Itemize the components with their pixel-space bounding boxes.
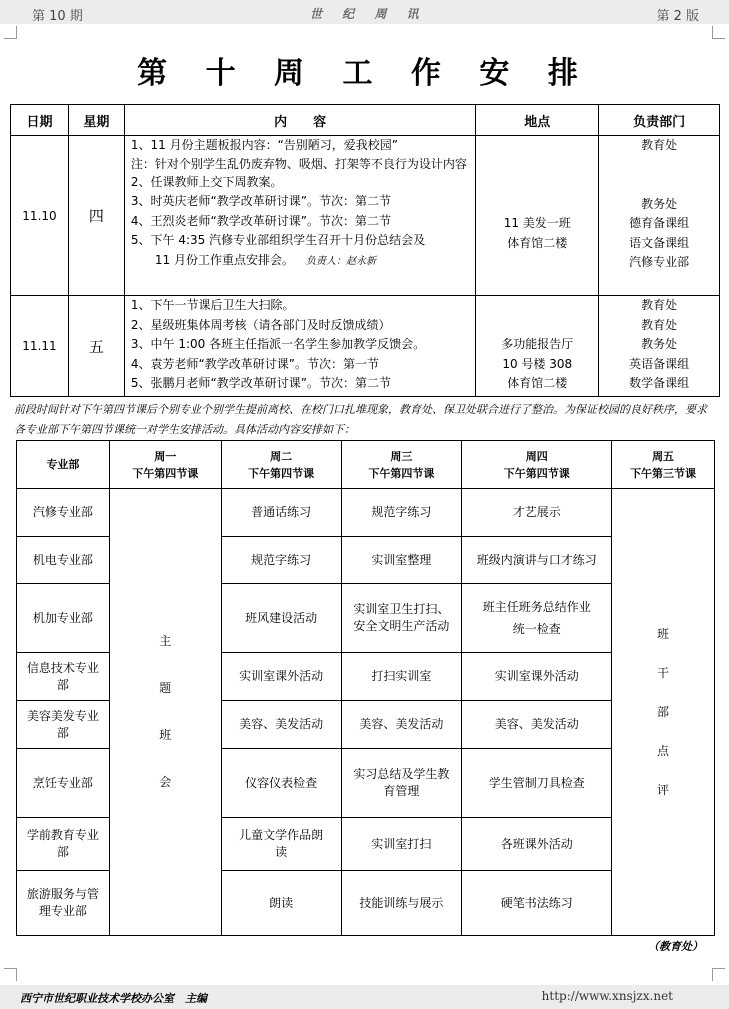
department-item: 汽修专业部 xyxy=(629,255,690,269)
dept-name: 学前教育专业部 xyxy=(17,818,110,871)
content-item: 11 月份工作重点安排会。 xyxy=(154,252,294,267)
tuesday-activity: 实训室课外活动 xyxy=(221,653,341,701)
header-friday: 周五 下午第三节课 xyxy=(612,441,715,489)
row-weekday: 五 xyxy=(68,296,124,397)
department-item: 教育处 xyxy=(641,138,678,152)
thursday-activity: 实训室课外活动 xyxy=(462,653,612,701)
department-item: 数学备课组 xyxy=(629,376,690,390)
tuesday-activity: 普通话练习 xyxy=(221,489,341,537)
wednesday-activity: 美容、美发活动 xyxy=(341,701,462,749)
content-note: 注：针对个别学生乱仍废弃物、吸烟、打架等不良行为设计内容 xyxy=(130,156,467,171)
content-item: 4、袁芳老师“教学改革研讨课”。节次：第一节 xyxy=(130,356,379,371)
location-item: 10 号楼 308 xyxy=(502,356,573,371)
content-item: 4、王烈炎老师“教学改革研讨课”。节次：第二节 xyxy=(130,213,391,228)
dept-name: 旅游服务与管理专业部 xyxy=(17,871,110,936)
thursday-activity: 美容、美发活动 xyxy=(462,701,612,749)
responsible-person: 负责人：赵永新 xyxy=(305,255,376,267)
row-content xyxy=(124,136,475,296)
header-corner: 专业部 xyxy=(17,441,110,489)
activity-header-row xyxy=(17,441,715,489)
location-item: 多功能报告厅 xyxy=(501,337,574,351)
row-department xyxy=(599,296,720,397)
thursday-activity: 学生管制刀具检查 xyxy=(462,749,612,818)
friday-merged-cell: 班 干 部 点 评 xyxy=(612,489,715,936)
tuesday-activity: 朗读 xyxy=(221,871,341,936)
department-item: 教务处 xyxy=(641,337,678,351)
page-footer xyxy=(0,985,729,1009)
department-item: 教育处 xyxy=(641,298,678,312)
tuesday-activity: 儿童文学作品朗读 xyxy=(221,818,341,871)
tuesday-activity: 规范字练习 xyxy=(221,537,341,584)
activity-row xyxy=(17,489,715,537)
crop-mark xyxy=(4,26,17,39)
signature: （教育处） xyxy=(648,940,703,953)
wednesday-activity: 实训室卫生打扫、安全文明生产活动 xyxy=(341,584,462,653)
wednesday-activity: 实习总结及学生教育管理 xyxy=(341,749,462,818)
content-item: 3、时英庆老师“教学改革研讨课”。节次：第二节 xyxy=(130,194,391,208)
dept-name: 烹饪专业部 xyxy=(17,749,110,818)
wednesday-activity: 打扫实训室 xyxy=(341,653,462,701)
row-date: 11.11 xyxy=(11,296,69,397)
schedule-row xyxy=(11,136,720,296)
department-item: 德育备课组 xyxy=(629,216,690,230)
masthead: 世 纪 周 讯 xyxy=(310,7,427,21)
department-item: 语文备课组 xyxy=(629,235,690,250)
dept-name: 汽修专业部 xyxy=(17,489,110,537)
tuesday-activity: 仪容仪表检查 xyxy=(221,749,341,818)
row-weekday: 四 xyxy=(68,136,124,296)
content-item: 2、任课教师上交下周教案。 xyxy=(130,174,283,189)
crop-mark xyxy=(4,968,17,981)
schedule-header-row xyxy=(11,105,720,136)
header-monday: 周一 下午第四节课 xyxy=(109,441,221,489)
footer-url[interactable]: http://www.xnsjzx.net xyxy=(541,989,673,1003)
content-item: 3、中午 1:00 各班主任指派一名学生参加教学反馈会。 xyxy=(130,337,426,351)
content-item: 2、星级班集体周考核（请各部门及时反馈成绩） xyxy=(130,317,391,332)
location-item: 体育馆二楼 xyxy=(507,235,568,250)
notice-paragraph: 前段时间针对下午第四节课后个别专业个别学生提前离校、在校门口扎堆现象，教育处、保卫处联合进行了整治。为保证校园的良好秩序，要求各专业部下午第四节课统一对学生安排活动。具体活动内容安排如下： xyxy=(14,403,707,436)
department-item: 英语备课组 xyxy=(629,356,690,371)
header-weekday: 星期 xyxy=(68,105,124,136)
row-department xyxy=(599,136,720,296)
content-item: 1、11 月份主题板报内容：“告别陋习，爱我校园” xyxy=(130,138,399,152)
page-title: 第 十 周 工 作 安 排 xyxy=(137,56,592,91)
page-header xyxy=(0,0,729,24)
schedule-row xyxy=(11,296,720,397)
location-item: 11 美发一班 xyxy=(503,216,571,230)
header-wednesday: 周三 下午第四节课 xyxy=(341,441,462,489)
row-content xyxy=(124,296,475,397)
weekly-schedule-table xyxy=(10,104,720,397)
wednesday-activity: 规范字练习 xyxy=(341,489,462,537)
thursday-activity: 班主任班务总结作业统一检查 xyxy=(462,584,612,653)
crop-mark xyxy=(712,26,725,39)
wednesday-activity: 实训室整理 xyxy=(341,537,462,584)
content-item: 5、下午 4:35 汽修专业部组织学生召开十月份总结会及 xyxy=(130,233,426,247)
footer-editor: 西宁市世纪职业技术学校办公室 主编 xyxy=(20,992,207,1005)
dept-name: 信息技术专业部 xyxy=(17,653,110,701)
thursday-activity: 硬笔书法练习 xyxy=(462,871,612,936)
header-date: 日期 xyxy=(11,105,69,136)
department-item: 教育处 xyxy=(641,317,678,332)
activity-table xyxy=(16,440,715,936)
page-number: 第 2 版 xyxy=(656,9,699,24)
wednesday-activity: 技能训练与展示 xyxy=(341,871,462,936)
thursday-activity: 才艺展示 xyxy=(462,489,612,537)
row-location xyxy=(476,136,599,296)
tuesday-activity: 美容、美发活动 xyxy=(221,701,341,749)
header-content: 内 容 xyxy=(124,105,475,136)
dept-name: 机加专业部 xyxy=(17,584,110,653)
wednesday-activity: 实训室打扫 xyxy=(341,818,462,871)
crop-mark xyxy=(712,968,725,981)
header-tuesday: 周二 下午第四节课 xyxy=(221,441,341,489)
thursday-activity: 班级内演讲与口才练习 xyxy=(462,537,612,584)
dept-name: 美容美发专业部 xyxy=(17,701,110,749)
header-thursday: 周四 下午第四节课 xyxy=(462,441,612,489)
thursday-activity: 各班课外活动 xyxy=(462,818,612,871)
header-location: 地点 xyxy=(476,105,599,136)
tuesday-activity: 班风建设活动 xyxy=(221,584,341,653)
issue-number: 第 10 期 xyxy=(32,9,83,24)
row-location xyxy=(476,296,599,397)
header-department: 负责部门 xyxy=(599,105,720,136)
content-item: 1、下午一节课后卫生大扫除。 xyxy=(130,298,295,312)
location-item: 体育馆二楼 xyxy=(507,376,568,390)
content-item: 5、张鹏月老师“教学改革研讨课”。节次：第二节 xyxy=(130,376,391,390)
dept-name: 机电专业部 xyxy=(17,537,110,584)
monday-merged-cell: 主 题 班 会 xyxy=(109,489,221,936)
department-item: 教务处 xyxy=(641,196,678,211)
row-date: 11.10 xyxy=(11,136,69,296)
